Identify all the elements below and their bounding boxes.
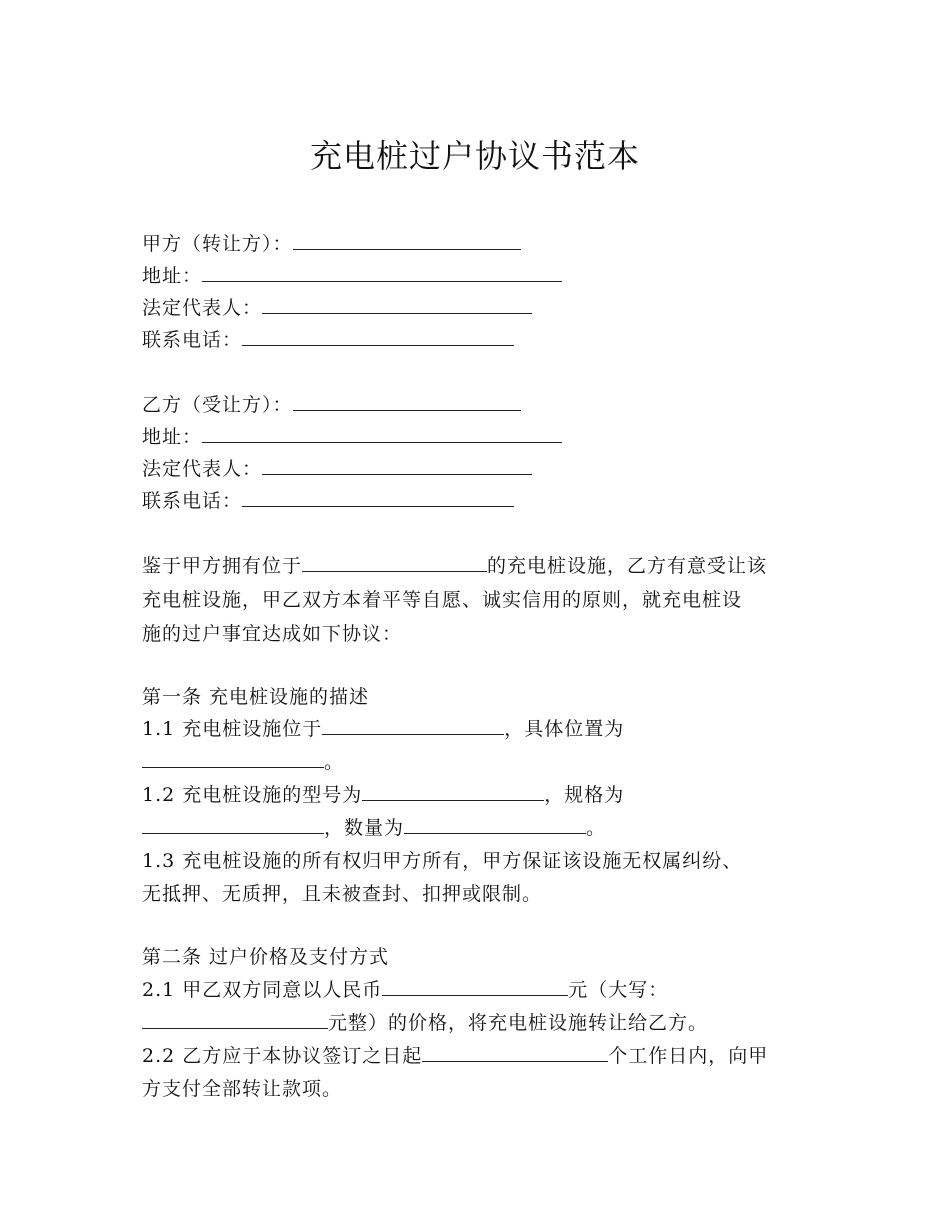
party-b-phone-line — [142, 485, 514, 517]
clause-2-1-text-c: 元整）的价格，将充电桩设施转让给乙方。 — [328, 1012, 709, 1034]
clause-2-1-text-a: 2.1 甲乙双方同意以人民币 — [142, 979, 383, 1001]
clause-2-1-line-2 — [142, 1007, 708, 1039]
clause-1-2-end: 。 — [586, 817, 607, 839]
party-b-address-blank[interactable] — [202, 424, 562, 443]
clause-2-2-text-2: 方支付全部转让款项。 — [142, 1078, 343, 1100]
facility-location-blank[interactable] — [302, 553, 487, 572]
clause-1-2-text-a: 1.2 充电桩设施的型号为 — [142, 784, 363, 806]
party-b-name-line — [142, 389, 521, 421]
clause-1-1-text-a: 1.1 充电桩设施位于 — [142, 718, 323, 740]
party-b-legal-rep-line — [142, 453, 532, 485]
article-2-heading-text: 第二条 过户价格及支付方式 — [142, 946, 390, 968]
clause-2-1-text-b: 元（大写： — [568, 979, 669, 1001]
clause-1-1-line-1 — [142, 713, 624, 745]
party-a-legal-rep-blank[interactable] — [262, 295, 532, 314]
document-title: 充电桩过户协议书范本 — [309, 137, 640, 175]
party-a-name-label: 甲方（转让方）： — [142, 233, 293, 255]
clause-1-1-line-2 — [142, 746, 344, 778]
party-a-name-blank[interactable] — [293, 231, 521, 250]
clause-1-1-end: 。 — [324, 751, 345, 773]
preamble-text-1b: 的充电桩设施，乙方有意受让该 — [487, 555, 768, 577]
clause-2-2-line-1 — [142, 1040, 768, 1072]
party-a-address-blank[interactable] — [202, 263, 562, 282]
clause-1-2-spec-blank[interactable] — [142, 815, 324, 834]
party-a-phone-label: 联系电话： — [142, 329, 243, 351]
clause-1-2-text-c: ，数量为 — [324, 817, 405, 839]
clause-1-1-specific-location-blank[interactable] — [142, 749, 324, 768]
party-b-address-label: 地址： — [142, 426, 203, 448]
clause-2-1-line-1 — [142, 974, 668, 1006]
party-a-address-label: 地址： — [142, 265, 203, 287]
article-1-heading — [142, 681, 369, 713]
party-a-phone-line — [142, 324, 514, 356]
party-b-address-line — [142, 421, 562, 453]
party-a-legal-rep-line — [142, 292, 532, 324]
preamble-line-3 — [142, 618, 402, 650]
clause-1-2-quantity-blank[interactable] — [404, 815, 586, 834]
party-b-phone-blank[interactable] — [242, 488, 514, 507]
party-a-phone-blank[interactable] — [242, 327, 514, 346]
clause-2-2-days-blank[interactable] — [422, 1043, 608, 1062]
clause-1-2-text-b: ，规格为 — [544, 784, 625, 806]
party-b-legal-rep-blank[interactable] — [262, 456, 532, 475]
clause-1-3-text-1: 1.3 充电桩设施的所有权归甲方所有，甲方保证该设施无权属纠纷、 — [142, 850, 743, 872]
party-b-phone-label: 联系电话： — [142, 490, 243, 512]
clause-2-2-text-a: 2.2 乙方应于本协议签订之日起 — [142, 1045, 423, 1067]
clause-1-2-line-2 — [142, 812, 606, 844]
article-2-heading — [142, 941, 389, 973]
clause-1-1-text-b: ，具体位置为 — [504, 718, 625, 740]
party-a-name-line — [142, 228, 521, 260]
party-b-legal-rep-label: 法定代表人： — [142, 458, 263, 480]
party-a-address-line — [142, 260, 562, 292]
clause-1-3-text-2: 无抵押、无质押，且未被查封、扣押或限制。 — [142, 883, 543, 905]
clause-1-3-line-2 — [142, 878, 542, 910]
clause-2-2-text-b: 个工作日内，向甲 — [608, 1045, 769, 1067]
preamble-text-2: 充电桩设施，甲乙双方本着平等自愿、诚实信用的原则，就充电桩设 — [142, 589, 743, 611]
party-b-name-label: 乙方（受让方）： — [142, 394, 293, 416]
clause-1-2-line-1 — [142, 779, 624, 811]
clause-1-1-location-blank[interactable] — [322, 716, 504, 735]
preamble-line-1 — [142, 550, 767, 582]
clause-1-2-model-blank[interactable] — [362, 782, 544, 801]
preamble-text-1a: 鉴于甲方拥有位于 — [142, 555, 303, 577]
party-a-legal-rep-label: 法定代表人： — [142, 297, 263, 319]
article-1-heading-text: 第一条 充电桩设施的描述 — [142, 686, 370, 708]
clause-2-1-amount-words-blank[interactable] — [142, 1010, 328, 1029]
preamble-line-2 — [142, 584, 742, 616]
clause-2-1-amount-blank[interactable] — [382, 977, 568, 996]
clause-1-3-line-1 — [142, 845, 742, 877]
clause-2-2-line-2 — [142, 1073, 342, 1105]
party-b-name-blank[interactable] — [293, 392, 521, 411]
preamble-text-3: 施的过户事宜达成如下协议： — [142, 623, 403, 645]
